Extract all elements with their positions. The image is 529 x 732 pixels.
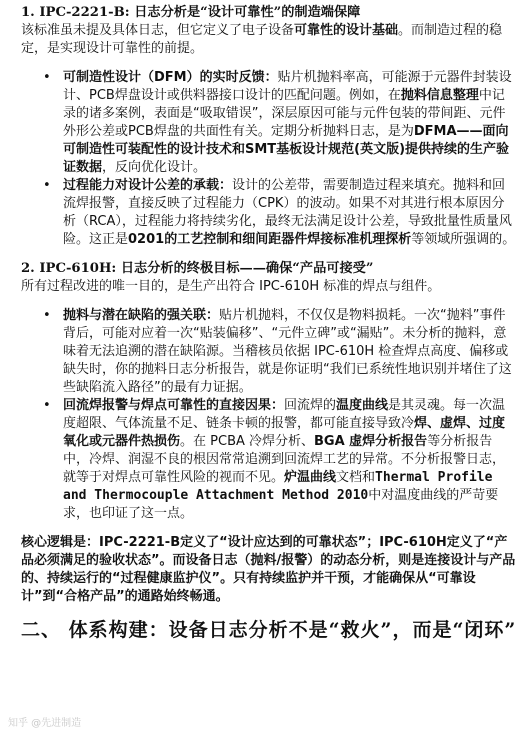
section-1-heading: 1. IPC-2221-B: 日志分析是“设计可靠性”的制造端保障 [21, 5, 361, 20]
bold-term: 抛料信息整理 [400, 88, 479, 103]
intro-bold: 可靠性的设计基础 [294, 23, 399, 38]
bullet-lead: 可制造性设计（DFM）的实时反馈： [63, 70, 278, 85]
bullet-text: 文档和 [336, 470, 376, 485]
bullet-text: 中记录的诸多案例，表面是“吸取错误”，深层原因可能与元件包装的带间距、元件外形公差或PCB焊盘的共面性有关。定期分析抛料日志，是为 [63, 88, 506, 139]
bullet-text: ，反向优化设计。 [102, 160, 207, 175]
bold-term: 焊、虚焊、过度氧化或元器件热损伤 [63, 416, 506, 449]
bullet-text: 贴片机抛料，不仅仅是物料损耗。一次“抛料”事件背后，可能对应着一次“贴装偏移”、“元件立碑”或“漏贴”。未分析的抛料，意味着无法追溯的潜在缺陷源。当稽核员依据 IPC-610H 检查焊点高度、偏移或缺失时，你的抛料日志分析报告，就是你证明“我们已系统性地识别并堵住了这些缺陷流入路径”的最有力证据。 [63, 308, 512, 395]
bold-term: Thermal Profile and Thermocouple Attachment Method 2010 [63, 470, 493, 503]
bold-term: DFMA——面向可制造性可装配性的设计技术和SMT基板设计规范(英文版)提供持续的生产验证数据 [63, 124, 510, 175]
bullet-text: 回流焊的 [284, 398, 337, 413]
intro-text: 该标准虽未提及具体日志，但它定义了电子设备 [21, 23, 295, 38]
bullet-text: 中对温度曲线的严苛要求，也印证了这一点。 [63, 488, 499, 521]
bullet-text: 贴片机抛料率高，可能源于元器件封装设计、PCB焊盘设计或供料器接口设计的匹配问题。例如，在 [63, 70, 512, 103]
watermark: 知乎 @先进制造 [8, 718, 82, 729]
section-1-intro [21, 22, 517, 58]
section-2-bullets [21, 307, 517, 523]
bullet-text: 设计的公差带，需要制造过程来填充。抛料和回流焊报警，直接反映了过程能力（CPK）的波动。如果不对其进行根本原因分析（RCA），过程能力将持续劣化，最终无法满足设计公差，导致批量性质量风险。这正是 [63, 178, 512, 247]
bullet-lead: 回流焊报警与焊点可靠性的直接因果： [63, 398, 285, 413]
bold-term: 0201的工艺控制和细间距器件焊接标准机理探析 [128, 232, 412, 247]
bold-term: 炉温曲线 [284, 470, 337, 485]
bullet-text: 。在 PCBA 冷焊分析、 [180, 434, 315, 449]
intro-text-2: 。而制造过程的稳定，是实现设计可靠性的前提。 [21, 23, 503, 56]
bullet-text: 是其灵魂。每一次温度超限、气体流量不足、链条卡顿的报警，都可能直接导致冷 [63, 398, 506, 431]
core-logic [21, 534, 517, 606]
bullet-process-capability [21, 177, 517, 249]
bullet-throw-defect [21, 307, 517, 397]
core-logic-lead: 核心逻辑是： [21, 535, 100, 550]
section-2-heading: 2. IPC-610H: 日志分析的终极目标——确保“产品可接受” [21, 261, 374, 276]
bullet-lead: 抛料与潜在缺陷的强关联： [63, 308, 220, 323]
bullet-reflow-alarm [21, 397, 517, 523]
bullet-lead: 过程能力对设计公差的承载： [63, 178, 233, 193]
bold-term: BGA 虚焊分析报告 [314, 434, 428, 449]
part-2-heading: 二、 体系构建：设备日志分析不是“救火”，而是“闭环” [21, 619, 517, 641]
bullet-text: 等分析报告中，冷焊、润湿不良的根因常常追溯到回流焊工艺的异常。不分析报警日志，就等于对焊点可靠性风险的视而不见。 [63, 434, 506, 485]
bullet-dfm [21, 69, 517, 177]
core-logic-text: IPC-2221-B定义了“设计应达到的可靠状态”；IPC-610H定义了“产品必须满足的验收状态”。而设备日志（抛料/报警）的动态分析，则是连接设计与产品的、持续运行的“过程健康监护仪”。只有持续监护并干预，才能确保从“可靠设计”到“合格产品”的通路始终畅通。 [21, 535, 516, 604]
section-1-bullets [21, 69, 517, 249]
bullet-text: 等领域所强调的。 [411, 232, 516, 247]
section-2-intro: 所有过程改进的唯一目的，是生产出符合 IPC-610H 标准的焊点与组件。 [21, 279, 441, 294]
bold-term: 温度曲线 [336, 398, 389, 413]
